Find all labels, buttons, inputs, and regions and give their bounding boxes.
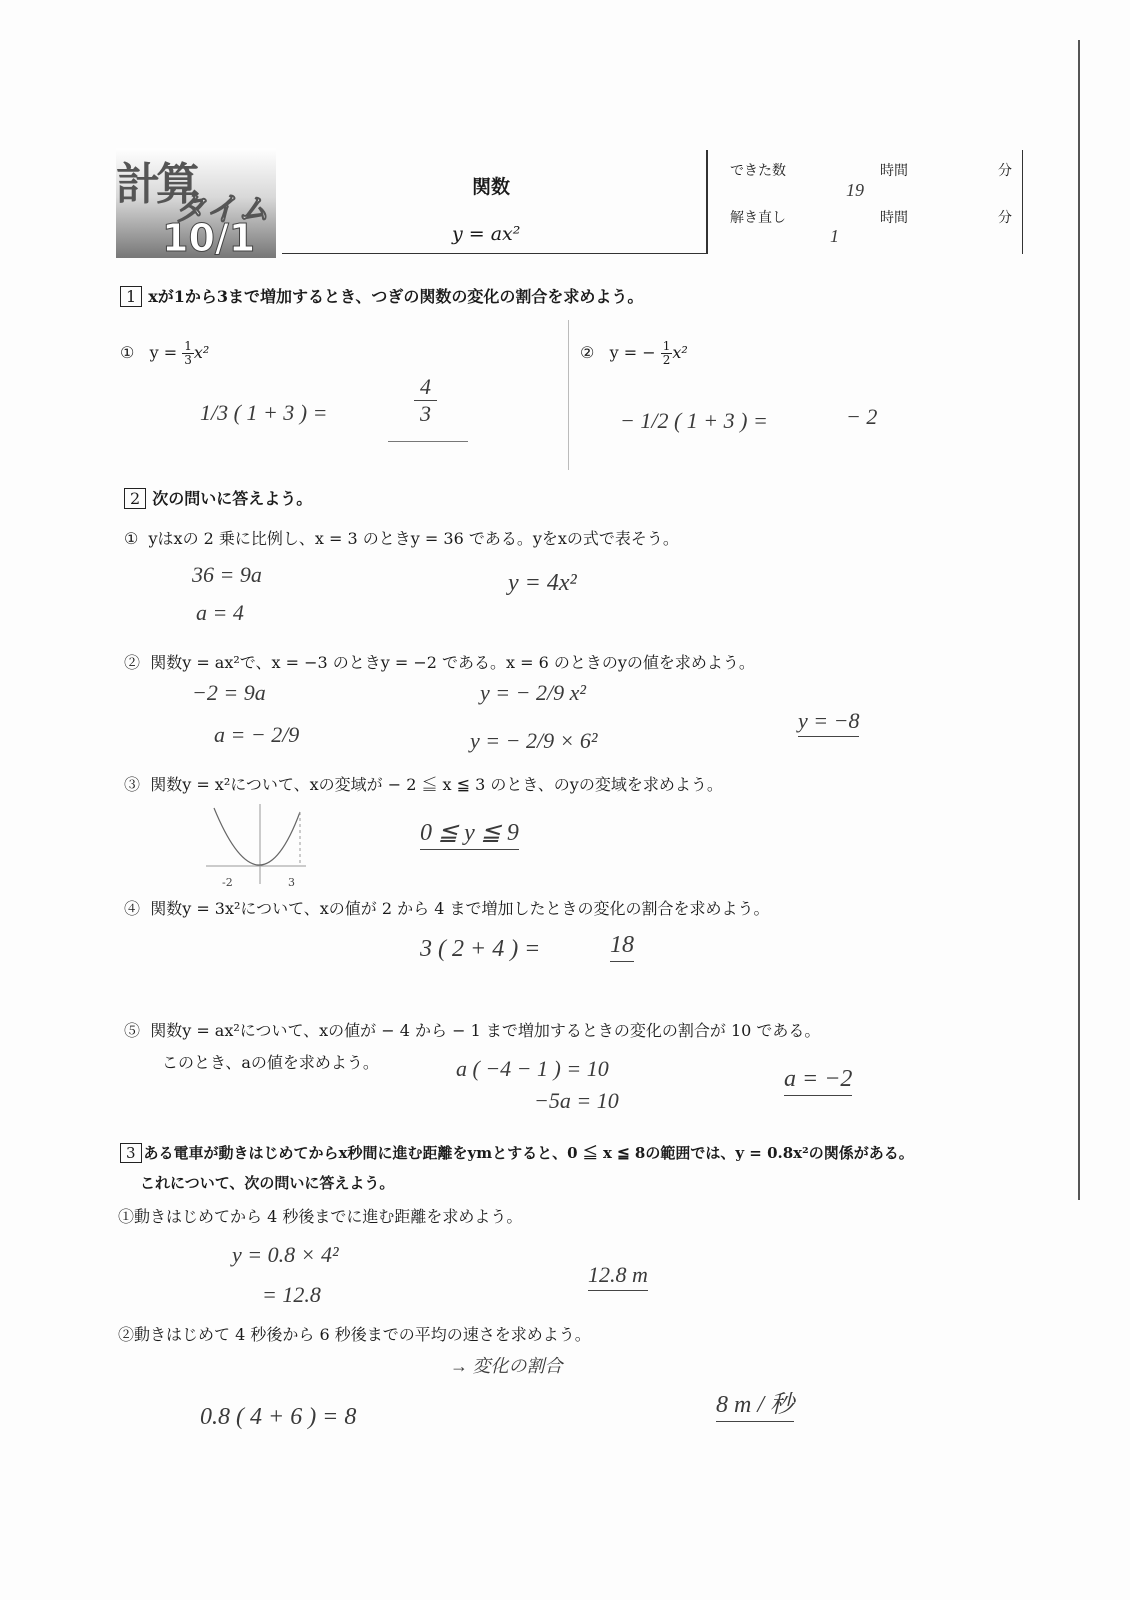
q1-p2-answer: − 2	[846, 404, 878, 429]
q3-p2-text: ②動きはじめて 4 秒後から 6 秒後までの平均の速さを求めよう。	[118, 1325, 591, 1344]
q2-p4	[124, 896, 770, 919]
q2-p5	[124, 1018, 820, 1041]
q2-p3-tick-left: -2	[222, 876, 233, 889]
q2-number: 2	[124, 488, 146, 509]
q3-p2-work: 0.8 ( 4 + 6 ) = 8	[200, 1404, 357, 1430]
q2-p3-parabola-sketch	[196, 800, 316, 890]
q1-prompt: xが1から3まで増加するとき、つぎの関数の変化の割合を求めよう。	[148, 287, 644, 306]
score-done-value: 19	[846, 180, 864, 200]
q1-p2-label: ②	[580, 343, 595, 362]
score-time-label-1: 時間	[880, 163, 908, 179]
q1-p1-post: x²	[193, 343, 210, 362]
q1-p1-answer-underline	[388, 441, 468, 442]
q1-number: 1	[120, 286, 142, 307]
q3-p1-text: ①動きはじめてから 4 秒後までに進む距離を求めよう。	[118, 1207, 523, 1226]
q2-heading	[124, 486, 312, 509]
page-formula: y = ax²	[452, 223, 521, 245]
q1-p1	[120, 340, 209, 367]
q2-p3-text: 関数y = x²について、xの変域が − 2 ≦ x ≦ 3 のとき、のyの変域を求めよう。	[150, 775, 723, 794]
q3-p1-answer: 12.8 m	[588, 1262, 648, 1291]
q2-p1-label: ①	[124, 529, 139, 548]
q2-p2-work-1: −2 = 9a	[192, 680, 266, 705]
logo	[116, 148, 276, 258]
q2-p4-work: 3 ( 2 + 4 ) =	[420, 936, 541, 962]
q3-p2-answer: 8 m / 秒	[716, 1384, 794, 1422]
q1-p1-pre: y =	[149, 343, 178, 362]
q2-p1-text: yはxの 2 乗に比例し、x = 3 のときy = 36 である。yをxの式で表そう。	[148, 529, 679, 548]
q2-p4-answer: 18	[610, 932, 634, 962]
q1-p1-answer: 4 3	[414, 374, 437, 427]
header-underline	[282, 253, 706, 254]
q1-p2-work: − 1/2 ( 1 + 3 ) =	[620, 408, 768, 433]
q3-p1-work-1: y = 0.8 × 4²	[232, 1242, 339, 1267]
q1-p2-fraction: $\frac{1}{2}$	[662, 339, 671, 367]
q2-p3-tick-right: 3	[288, 876, 295, 889]
q3-p1-work-2: = 12.8	[262, 1282, 321, 1307]
q2-p5-text-2: このとき、aの値を求めよう。	[162, 1053, 379, 1072]
q2-p5-label: ⑤	[124, 1021, 141, 1040]
q2-p2-work-2: a = − 2/9	[214, 722, 300, 747]
q3-prompt-2: これについて、次の問いに答えよう。	[140, 1174, 395, 1192]
score-minute-label-1: 分	[998, 163, 1012, 179]
q2-p5-work-2: −5a = 10	[534, 1088, 619, 1113]
q3-number: 3	[120, 1143, 142, 1163]
score-time-label-2: 時間	[880, 210, 908, 226]
q1-p1-label: ①	[120, 343, 135, 362]
q2-p1-answer: y = 4x²	[508, 570, 577, 596]
q2-p5-text-1: 関数y = ax²について、xの値が − 4 から − 1 まで増加するときの変化の割合が 10 である。	[150, 1021, 821, 1040]
q2-p5-answer: a = −2	[784, 1066, 852, 1096]
q2-p3-answer: 0 ≦ y ≦ 9	[420, 818, 519, 850]
q2-p4-text: 関数y = 3x²について、xの値が 2 から 4 まで増加したときの変化の割合を求めよう。	[150, 899, 770, 918]
q1-p1-work: 1/3 ( 1 + 3 ) =	[200, 400, 328, 425]
q3-heading	[120, 1142, 914, 1163]
q2-p2-work-4: y = − 2/9 × 6²	[470, 728, 598, 753]
page-title: 関数	[472, 176, 511, 198]
logo-text-time: タイム	[174, 190, 270, 228]
q2-p1-work-2: a = 4	[196, 600, 244, 625]
q3-prompt-1: ある電車が動きはじめてからx秒間に進む距離をymとすると、0 ≦ x ≦ 8の範囲では、y = 0.8x²の関係がある。	[143, 1144, 914, 1162]
score-box-right	[1022, 150, 1023, 254]
q2-p2-work-3: y = − 2/9 x²	[480, 680, 586, 705]
logo-date: 10/1	[162, 216, 256, 260]
logo-text-keisan: 計算	[116, 159, 196, 210]
q2-p2	[124, 650, 755, 673]
header-divider	[706, 150, 708, 254]
page-edge-line	[1078, 40, 1080, 1200]
q2-prompt: 次の問いに答えよう。	[152, 489, 313, 508]
q1-heading	[120, 284, 643, 307]
q3-p2-note: → 変化の割合	[450, 1356, 563, 1376]
q1-p2-post: x²	[672, 343, 688, 362]
score-redo-value: 1	[830, 226, 839, 246]
q1-p2	[580, 340, 688, 367]
q1-p1-fraction: $\frac{1}{3}$	[184, 339, 192, 367]
q2-p1	[124, 526, 679, 549]
score-label-redo: 解き直し	[730, 210, 786, 226]
q2-p3-label: ③	[124, 775, 141, 794]
q2-p4-label: ④	[124, 899, 141, 918]
q2-p2-text: 関数y = ax²で、x = −3 のときy = −2 である。x = 6 のときのyの値を求めよう。	[150, 653, 755, 672]
q2-p3	[124, 772, 723, 795]
q1-p2-pre: y = −	[609, 343, 656, 362]
q2-p2-answer: y = −8	[798, 708, 859, 737]
q2-p5-work-1: a ( −4 − 1 ) = 10	[456, 1056, 609, 1081]
score-label-done: できた数	[730, 163, 786, 179]
q2-p1-work-1: 36 = 9a	[192, 562, 262, 587]
q2-p2-label: ②	[124, 653, 141, 672]
score-minute-label-2: 分	[998, 210, 1012, 226]
q1-divider	[568, 320, 569, 470]
